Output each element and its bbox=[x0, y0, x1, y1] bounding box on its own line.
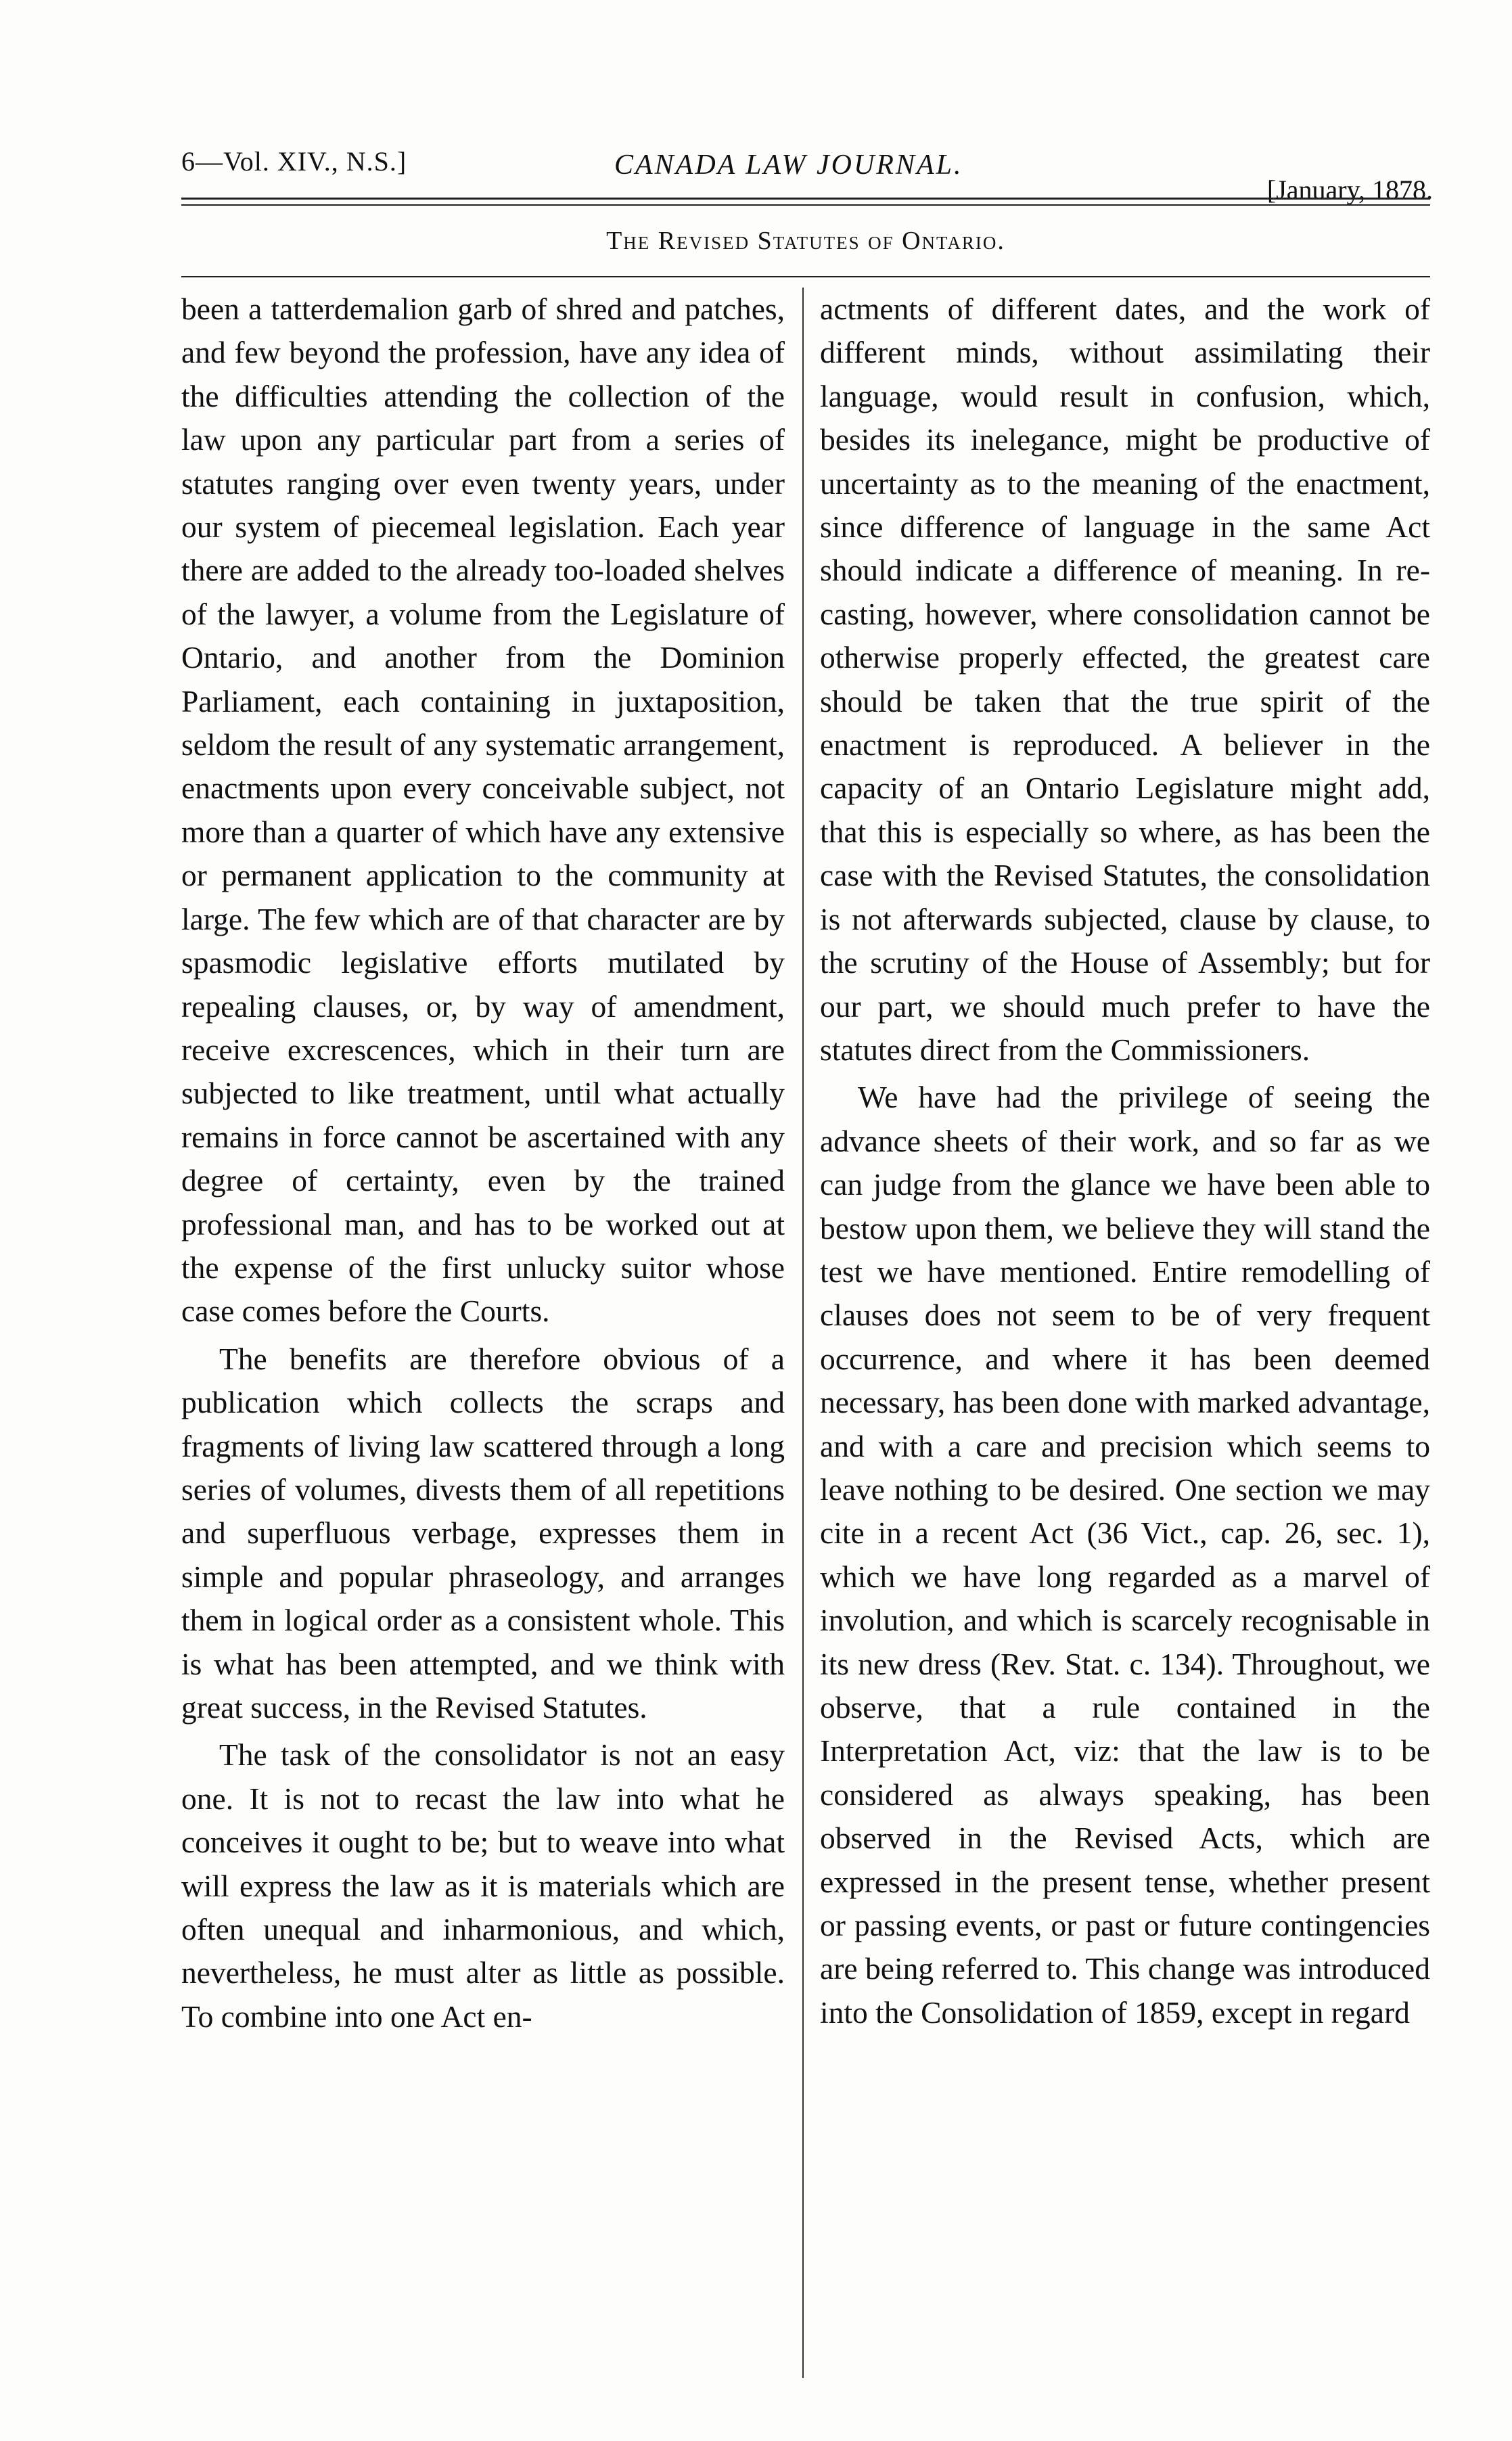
left-paragraph-1: been a tatterdemalion garb of shred and patches, and few beyond the profession, have any idea of the difficulties attending the collection of the law upon any particular part from a series of statutes ranging over even twenty years, under our system of piecemeal legislation. Each year there are added to the already too-loaded shelves of the lawyer, a volume from the Legislature of Ontario, and another from the Dominion Parliament, each containing in juxtaposition, seldom the result of any systematic arrangement, enactments upon every conceivable subject, not more than a quarter of which have any extensive or permanent application to the community at large. The few which are of that character are by spasmodic legislative efforts mutilated by repealing clauses, or, by way of amendment, receive excrescences, which in their turn are subjected to like treatment, until what actually remains in force cannot be ascertained with any degree of certainty, even by the trained professional man, and has to be worked out at the expense of the first unlucky suitor whose case comes before the Courts. bbox=[181, 292, 785, 1329]
page-header bbox=[181, 139, 1433, 205]
header-rule-bottom bbox=[181, 204, 1430, 206]
column-divider bbox=[802, 288, 804, 2378]
journal-title: CANADA LAW JOURNAL. bbox=[614, 150, 963, 181]
volume-label: 6—Vol. XIV., N.S.] bbox=[181, 146, 407, 177]
right-paragraph-2: We have had the privilege of seeing the advance sheets of their work, and so far as we can judge from the glance we have been able to bestow upon them, we believe they will stand the test we have mentioned. Entire remodelling of clauses does not seem to be of very frequent occurrence, and where it has been deemed necessary, has been done with marked advantage, and with a care and precision which seems to leave nothing to be desired. One section we may cite in a recent Act (36 Vict., cap. 26, sec. 1), which we have long regarded as a marvel of involution, and which is scarcely recognisable in its new dress (Rev. Stat. c. 134). Throughout, we observe, that a rule contained in the Interpretation Act, viz: that the law is to be considered as always speaking, has been observed in the Revised Acts, which are expressed in the present tense, whether present or passing events, or past or future contingencies are being referred to. This change was introduced into the Consolidation of 1859, except in regard bbox=[820, 1080, 1430, 2030]
left-paragraph-3: The task of the consolidator is not an easy one. It is not to recast the law into what he conceives it ought to be; but to weave into what will express the law as it is materials which are often unequal and inharmonious, and which, nevertheless, he must alter as little as possible. To combine into one Act en- bbox=[181, 1737, 785, 2034]
left-column bbox=[181, 288, 785, 2038]
left-paragraph-2: The benefits are therefore obvious of a publication which collects the scraps and fragments of living law scattered through a long series of volumes, divests them of all repetitions and superfluous verbage, expresses them in simple and popular phraseology, and arranges them in logical order as a consistent whole. This is what has been attempted, and we think with great success, in the Revised Statutes. bbox=[181, 1341, 785, 1725]
title-rule bbox=[181, 276, 1430, 277]
right-paragraph-1: actments of different dates, and the work of different minds, without assimilating their language, would result in confusion, which, besides its inelegance, might be productive of uncertainty as to the meaning of the enactment, since difference of language in the same Act should indicate a difference of meaning. In re-casting, however, where consolidation cannot be otherwise properly effected, the greatest care should be taken that the true spirit of the enactment is reproduced. A believer in the capacity of an Ontario Legislature might add, that this is especially so where, as has been the case with the Revised Statutes, the consolidation is not afterwards subjected, clause by clause, to the scrutiny of the House of Assembly; but for our part, we should much prefer to have the statutes direct from the Commissioners. bbox=[820, 292, 1430, 1067]
issue-date: [January, 1878. bbox=[1266, 175, 1433, 205]
right-column bbox=[820, 288, 1430, 2034]
running-title: The Revised Statutes of Ontario. bbox=[606, 227, 1005, 255]
header-rule-top bbox=[181, 198, 1430, 200]
